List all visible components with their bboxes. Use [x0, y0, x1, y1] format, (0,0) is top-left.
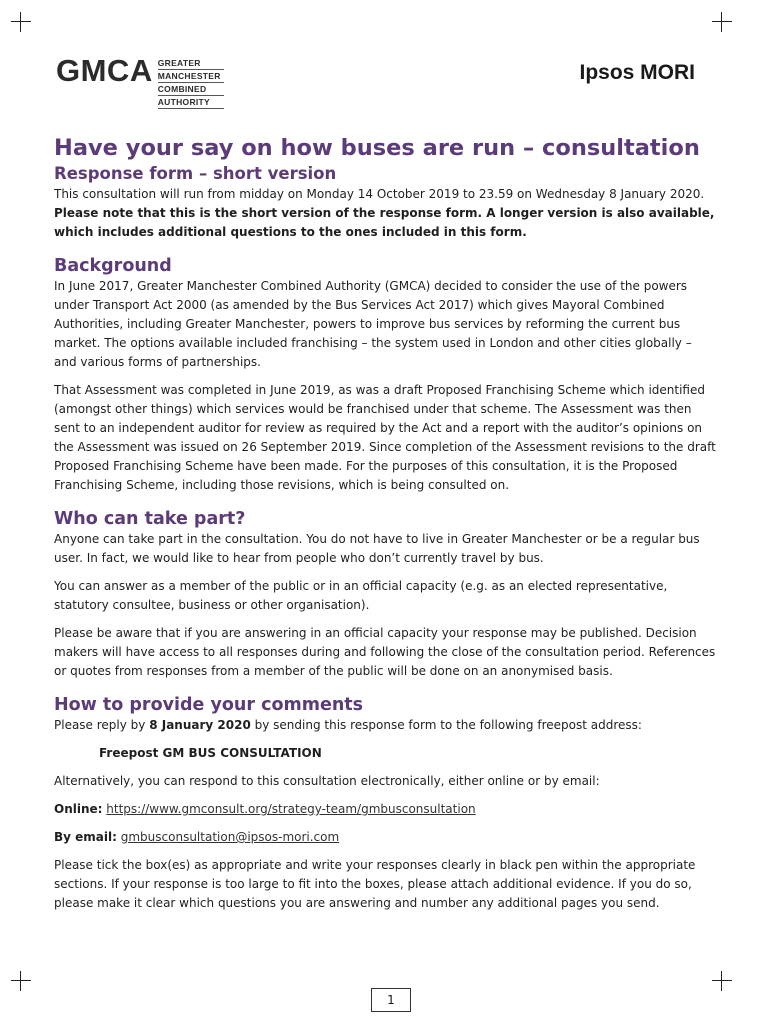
- background-heading: Background: [54, 256, 172, 276]
- background-paragraph: That Assessment was completed in June 2019, as was a draft Proposed Franchising Scheme which identified (amongst other things) which services would be franchised under that scheme. The Assessment was then sent to an independent auditor for review as required by the Act and a report with the auditor’s opinions on the Assessment was issued on 26 September 2019. Since completion of the Assessment revisions to the draft Proposed Franchising Scheme have been made. For the purposes of this consultation, it is the Proposed Franchising Scheme, including those revisions, which is being consulted on.: [54, 383, 716, 492]
- gmca-logo: [56, 53, 224, 109]
- gmca-logo-mark: GMCA: [56, 53, 153, 88]
- page-number: 1: [371, 988, 411, 1012]
- crop-mark-bottom-right: [712, 971, 732, 991]
- crop-mark-bottom-left: [11, 971, 31, 991]
- how-heading: How to provide your comments: [54, 695, 364, 715]
- online-line: [54, 800, 718, 819]
- page-subtitle: Response form – short version: [54, 164, 337, 183]
- reply-post: by sending this response form to the following freepost address:: [250, 718, 642, 732]
- gmca-logo-line: GREATER: [158, 57, 224, 70]
- page-title: Have your say on how buses are run – consultation: [54, 135, 700, 161]
- who-heading: Who can take part?: [54, 509, 246, 529]
- background-paragraph: In June 2017, Greater Manchester Combined Authority (GMCA) decided to consider the use of the powers under Transport Act 2000 (as amended by the Bus Services Act 2017) which gives Mayoral Combined Authorities, including Greater Manchester, powers to improve bus services by reforming the current bus market. The options available included franchising – the system used in London and other cities globally – and various forms of partnerships.: [54, 279, 692, 369]
- online-link[interactable]: https://www.gmconsult.org/strategy-team/gmbusconsultation: [106, 802, 476, 816]
- short-version-note: Please note that this is the short version of the response form. A longer version is also available, which includes additional questions to the ones included in this form.: [54, 206, 715, 239]
- who-paragraph: You can answer as a member of the public or in an official capacity (e.g. as an elected representative, statutory consultee, business or other organisation).: [54, 579, 668, 612]
- gmca-logo-subtitle: [158, 57, 224, 109]
- crop-mark-top-right: [712, 12, 732, 32]
- freepost-address: Freepost GM BUS CONSULTATION: [99, 746, 322, 760]
- gmca-logo-line: COMBINED: [158, 83, 224, 96]
- document-body: [54, 133, 718, 913]
- reply-pre: Please reply by: [54, 718, 150, 732]
- who-paragraph: Anyone can take part in the consultation. You do not have to live in Greater Manchester or be a regular bus user. In fact, we would like to hear from people who don’t currently travel by bus.: [54, 532, 700, 565]
- reply-paragraph: [54, 716, 718, 735]
- email-link[interactable]: gmbusconsultation@ipsos-mori.com: [120, 830, 340, 844]
- gmca-logo-line: AUTHORITY: [158, 96, 224, 109]
- email-line: [54, 828, 718, 847]
- crop-mark-top-left: [11, 12, 31, 32]
- ipsos-mori-logo: Ipsos MORI: [579, 61, 695, 84]
- who-paragraph: Please be aware that if you are answering in an official capacity your response may be published. Decision makers will have access to all responses during and following the close of the consultation period. References or quotes from responses from a member of the public will be done on an anonymised basis.: [54, 626, 716, 678]
- alternative-paragraph: Alternatively, you can respond to this consultation electronically, either online or by email:: [54, 774, 600, 788]
- online-label: Online:: [54, 802, 103, 816]
- gmca-logo-line: MANCHESTER: [158, 70, 224, 83]
- consultation-dates: This consultation will run from midday on Monday 14 October 2019 to 23.59 on Wednesday 8 January 2020.: [54, 187, 705, 201]
- email-label: By email:: [54, 830, 117, 844]
- instructions-paragraph: Please tick the box(es) as appropriate and write your responses clearly in black pen within the appropriate sections. If your response is too large to fit into the boxes, please attach additional evidence. If you do so, please make it clear which questions you are answering and number any additional pages you send.: [54, 858, 696, 910]
- reply-date: 8 January 2020: [149, 718, 251, 732]
